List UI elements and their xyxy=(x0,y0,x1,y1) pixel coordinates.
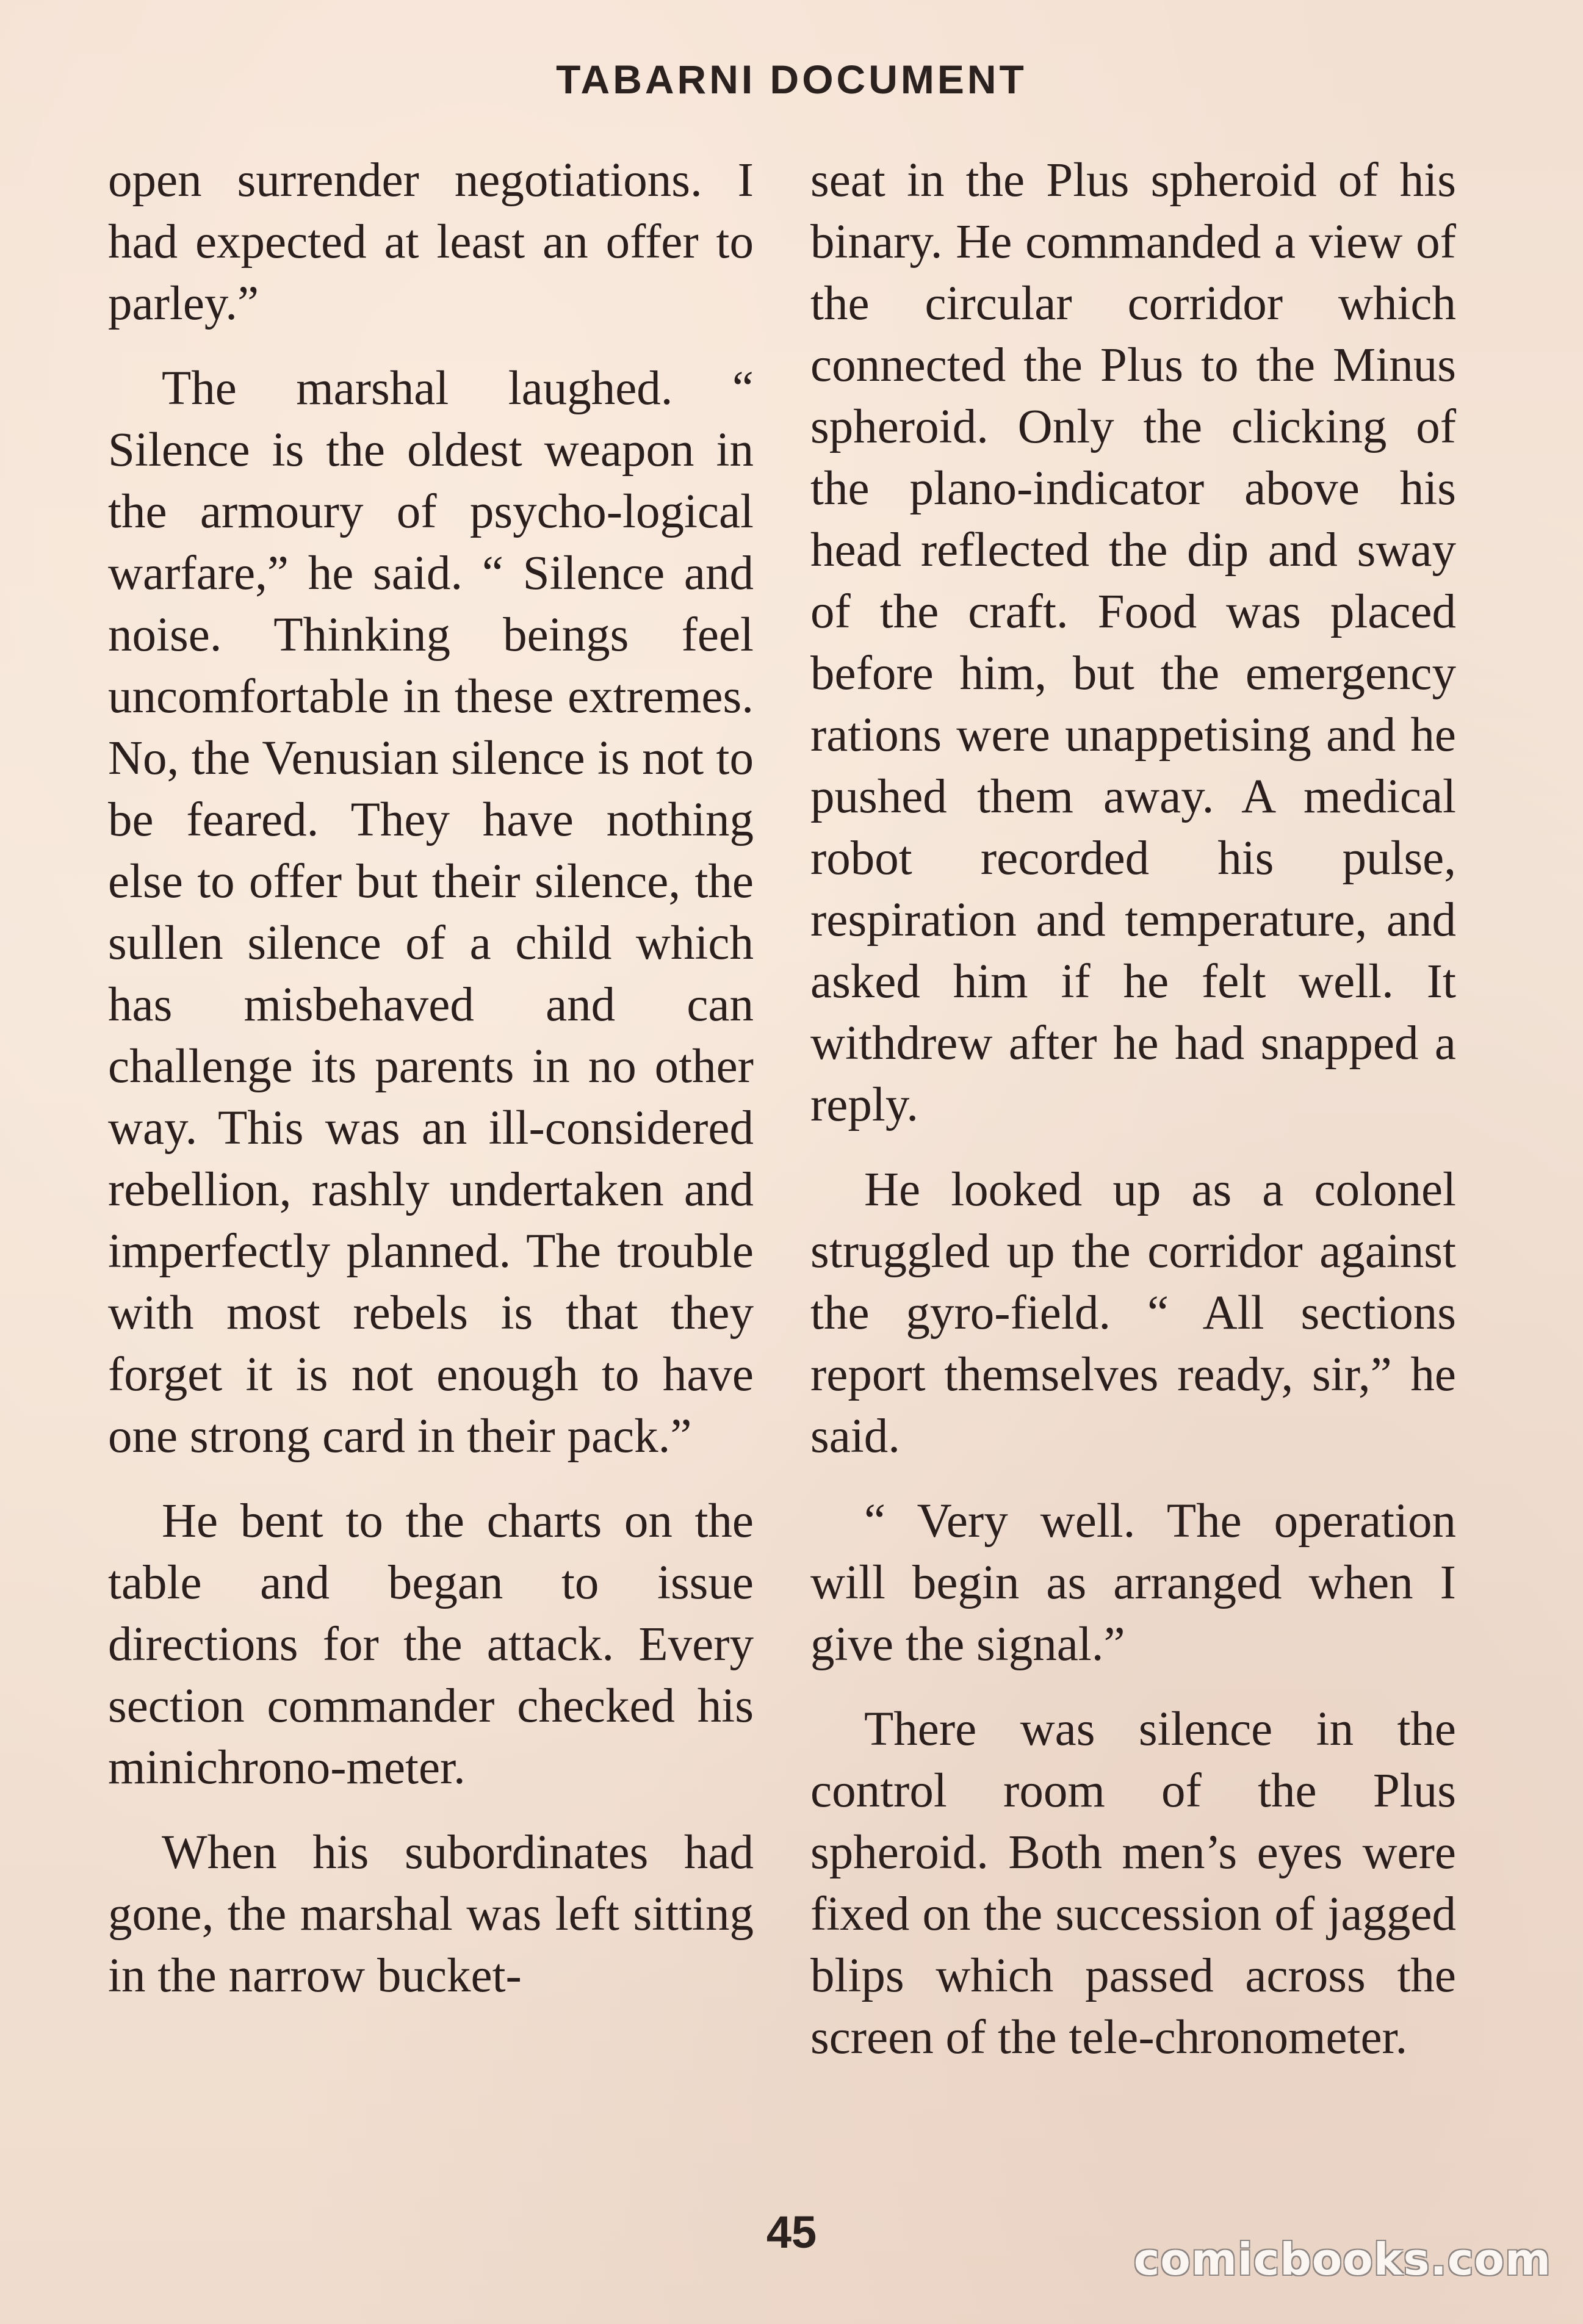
paragraph: He bent to the charts on the table and began to issue directions for the attack. Every section commander checked his minichrono-meter. xyxy=(108,1495,754,1794)
paragraph: The marshal laughed. “ Silence is the oldest weapon in the armoury of psycho-logical warfare,” he said. “ Silence and noise. Thinking beings feel uncomfortable in these extremes. No, the Venusian silence is not to be feared. They have nothing else to offer but their silence, the sullen silence of a child which has misbehaved and can challenge its parents in no other way. This was an ill-considered rebellion, rashly undertaken and imperfectly planned. The trouble with most rebels is that they forget it is not enough to have one strong card in their pack.” xyxy=(108,362,754,1463)
page-number: 45 xyxy=(766,2207,817,2257)
paragraph: He looked up as a colonel struggled up the corridor against the gyro-field. “ All sections report themselves ready, sir,” he said. xyxy=(810,1163,1456,1463)
paragraph: seat in the Plus spheroid of his binary. He commanded a view of the circular corridor which connected the Plus to the Minus spheroid. Only the clicking of the plano-indicator above his head reflected the dip and sway of the craft. Food was placed before him, but the emergency rations were unappetising and he pushed them away. A medical robot recorded his pulse, respiration and temperature, and asked him if he felt well. It withdrew after he had snapped a reply. xyxy=(810,154,1456,1131)
right-column xyxy=(810,150,1456,2068)
paragraph: When his subordinates had gone, the marshal was left sitting in the narrow bucket- xyxy=(108,1826,754,2002)
watermark: comicbooks.com xyxy=(1133,2234,1551,2285)
left-column xyxy=(108,150,754,2007)
running-title: TABARNI DOCUMENT xyxy=(556,57,1027,102)
paragraph: “ Very well. The operation will begin as arranged when I give the signal.” xyxy=(810,1495,1456,1671)
paragraph: open surrender negotiations. I had expected at least an offer to parley.” xyxy=(108,154,754,330)
paragraph: There was silence in the control room of the Plus spheroid. Both men’s eyes were fixed on the succession of jagged blips which passed across the screen of the tele-chronometer. xyxy=(810,1703,1456,2064)
